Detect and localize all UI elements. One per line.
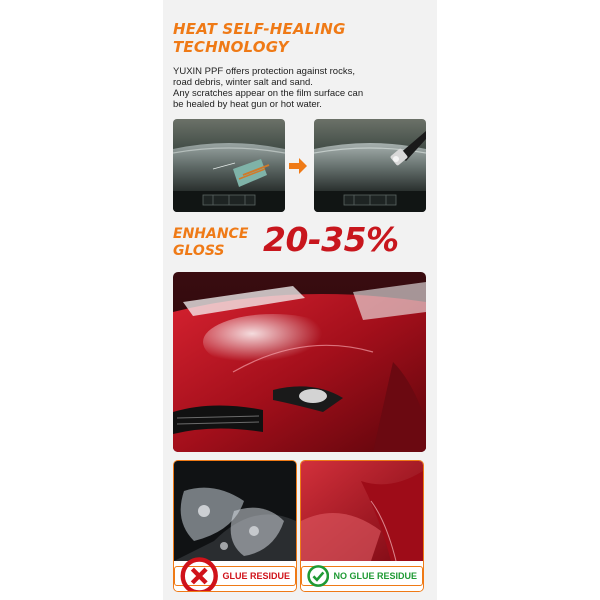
product-info-panel [163,0,437,600]
description-line: be healed by heat gun or hot water. [173,99,322,110]
enhance-gloss-label [173,226,248,260]
no-glue-residue-card [300,460,424,592]
no-glue-residue-badge [301,561,423,591]
check-circle-icon [307,526,329,592]
page-title [173,20,423,56]
heat-gun-hood-image [314,119,426,212]
no-glue-residue-label: NO GLUE RESIDUE [333,571,417,581]
gloss-percentage: 20-35% [263,220,399,259]
glue-residue-label: GLUE RESIDUE [222,571,290,581]
description-line: road debris, winter salt and sand. [173,77,313,88]
description-line: YUXIN PPF offers protection against rocks, [173,66,355,77]
description [173,66,428,110]
no-glue-residue-badge-frame [301,566,423,586]
scratched-hood-image [173,119,285,212]
gloss-label-line-1: ENHANCE [173,226,249,242]
red-car-image [173,272,426,452]
glue-residue-badge [174,561,296,591]
title-line-1: HEAT SELF-HEALING [173,20,346,38]
arrow-right-icon [288,156,308,176]
gloss-label-line-2: GLOSS [173,243,225,259]
glue-residue-card [173,460,297,592]
glue-residue-badge-frame [174,566,296,586]
title-line-2: TECHNOLOGY [173,38,289,56]
x-circle-icon [180,526,218,592]
description-line: Any scratches appear on the film surface can [173,88,364,99]
